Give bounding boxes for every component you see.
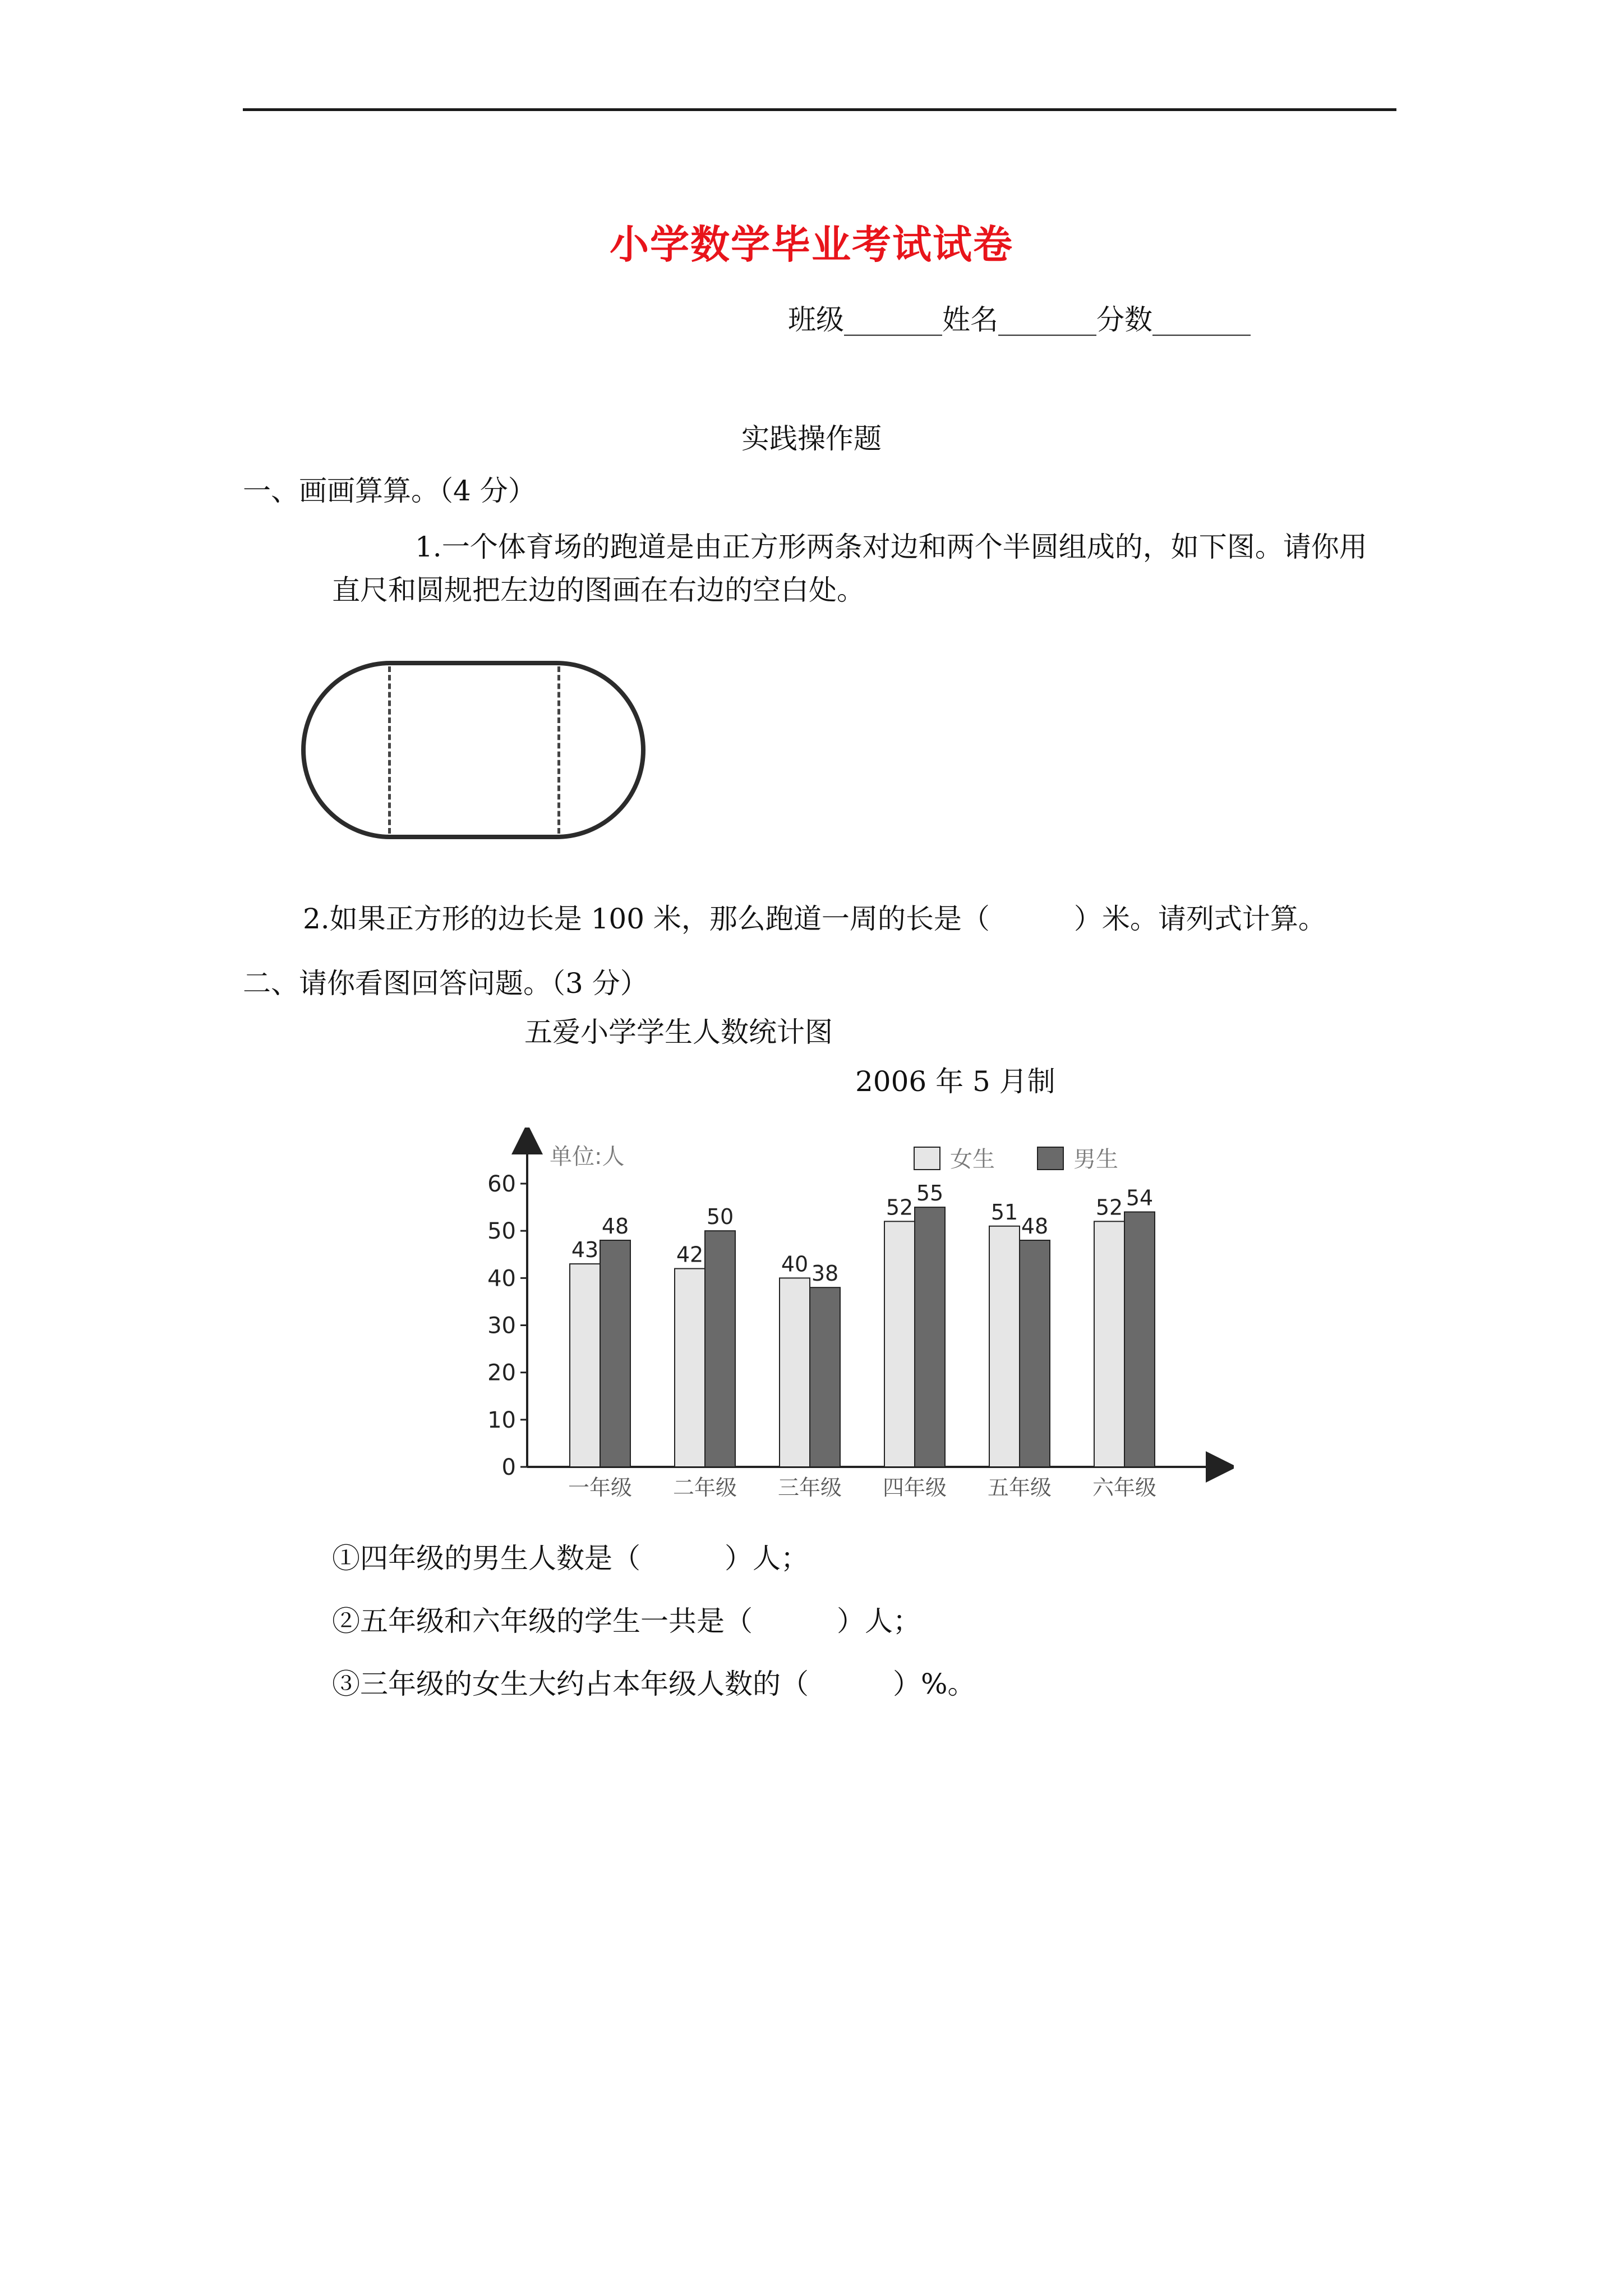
class-label: 班级 xyxy=(788,303,844,336)
bar xyxy=(1094,1221,1124,1467)
q2-heading: 二、请你看图回答问题。（3 分） xyxy=(243,967,648,1000)
bar xyxy=(780,1278,810,1467)
y-tick-label: 40 xyxy=(487,1266,516,1292)
bar xyxy=(884,1221,915,1467)
category-label: 五年级 xyxy=(987,1475,1052,1500)
category-label: 四年级 xyxy=(882,1475,947,1500)
bar-value-label: 48 xyxy=(601,1214,629,1239)
bar-value-label: 52 xyxy=(886,1195,914,1220)
y-tick-label: 20 xyxy=(487,1360,516,1386)
legend-swatch xyxy=(914,1147,940,1170)
score-label: 分数 xyxy=(1096,303,1152,336)
bar xyxy=(1020,1240,1050,1467)
category-label: 六年级 xyxy=(1092,1475,1157,1500)
name-blank: _______ xyxy=(998,303,1096,336)
legend-swatch xyxy=(1038,1147,1063,1170)
q2-sub3: ③三年级的女生大约占本年级人数的（ ）%。 xyxy=(332,1668,976,1700)
legend-label: 男生 xyxy=(1073,1147,1118,1172)
category-label: 一年级 xyxy=(568,1475,633,1500)
running-track-figure xyxy=(301,661,645,839)
q2-sub2: ②五年级和六年级的学生一共是（ ）人； xyxy=(332,1605,921,1637)
bar-value-label: 51 xyxy=(990,1199,1018,1225)
bar xyxy=(705,1231,735,1467)
page-title: 小学数学毕业考试试卷 xyxy=(610,221,1013,268)
category-label: 三年级 xyxy=(777,1475,842,1500)
y-tick-label: 10 xyxy=(487,1407,516,1433)
unit-label: 单位:人 xyxy=(550,1144,625,1170)
section-title: 实践操作题 xyxy=(741,422,882,455)
y-tick-label: 50 xyxy=(487,1218,516,1245)
y-tick-label: 30 xyxy=(487,1313,516,1339)
q1-part1-line1: 1.一个体育场的跑道是由正方形两条对边和两个半圆组成的，如下图。请你用 xyxy=(415,531,1367,563)
track-dashed-line-right xyxy=(557,666,560,834)
track-dashed-line-left xyxy=(388,666,391,834)
bar xyxy=(915,1207,945,1467)
bar xyxy=(1124,1212,1155,1467)
chart-title: 五爱小学学生人数统计图 xyxy=(524,1016,833,1048)
bar-value-label: 54 xyxy=(1126,1185,1154,1211)
legend-label: 女生 xyxy=(950,1147,995,1172)
q1-heading: 一、画画算算。（4 分） xyxy=(243,475,536,507)
q2-sub1: ①四年级的男生人数是（ ）人； xyxy=(332,1542,809,1575)
bar-value-label: 55 xyxy=(916,1181,944,1206)
student-count-bar-chart xyxy=(482,1128,1234,1503)
bar-value-label: 38 xyxy=(811,1261,839,1286)
y-tick-label: 60 xyxy=(487,1171,516,1197)
chart-plot xyxy=(487,1139,1221,1500)
student-info-line xyxy=(788,297,1251,338)
top-rule xyxy=(243,108,1396,111)
bar xyxy=(675,1269,705,1467)
bar-value-label: 52 xyxy=(1095,1195,1123,1220)
q1-part1-line2: 直尺和圆规把左边的图画在右边的空白处。 xyxy=(332,574,865,606)
chart-subtitle: 2006 年 5 月制 xyxy=(855,1065,1055,1098)
bar xyxy=(810,1287,840,1467)
bar-value-label: 48 xyxy=(1021,1214,1049,1239)
score-blank: _______ xyxy=(1152,303,1251,336)
category-label: 二年级 xyxy=(672,1475,737,1500)
bar-value-label: 40 xyxy=(781,1251,809,1277)
bar xyxy=(989,1226,1020,1467)
y-tick-label: 0 xyxy=(501,1455,516,1480)
name-label: 姓名 xyxy=(942,303,998,336)
bar-value-label: 43 xyxy=(571,1237,599,1263)
class-blank: _______ xyxy=(844,303,942,336)
q1-part2: 2.如果正方形的边长是 100 米，那么跑道一周的长是（ ）米。请列式计算。 xyxy=(303,903,1326,935)
bar-value-label: 42 xyxy=(676,1242,704,1267)
bar xyxy=(570,1264,600,1467)
bar xyxy=(600,1240,630,1467)
bar-value-label: 50 xyxy=(706,1204,734,1230)
